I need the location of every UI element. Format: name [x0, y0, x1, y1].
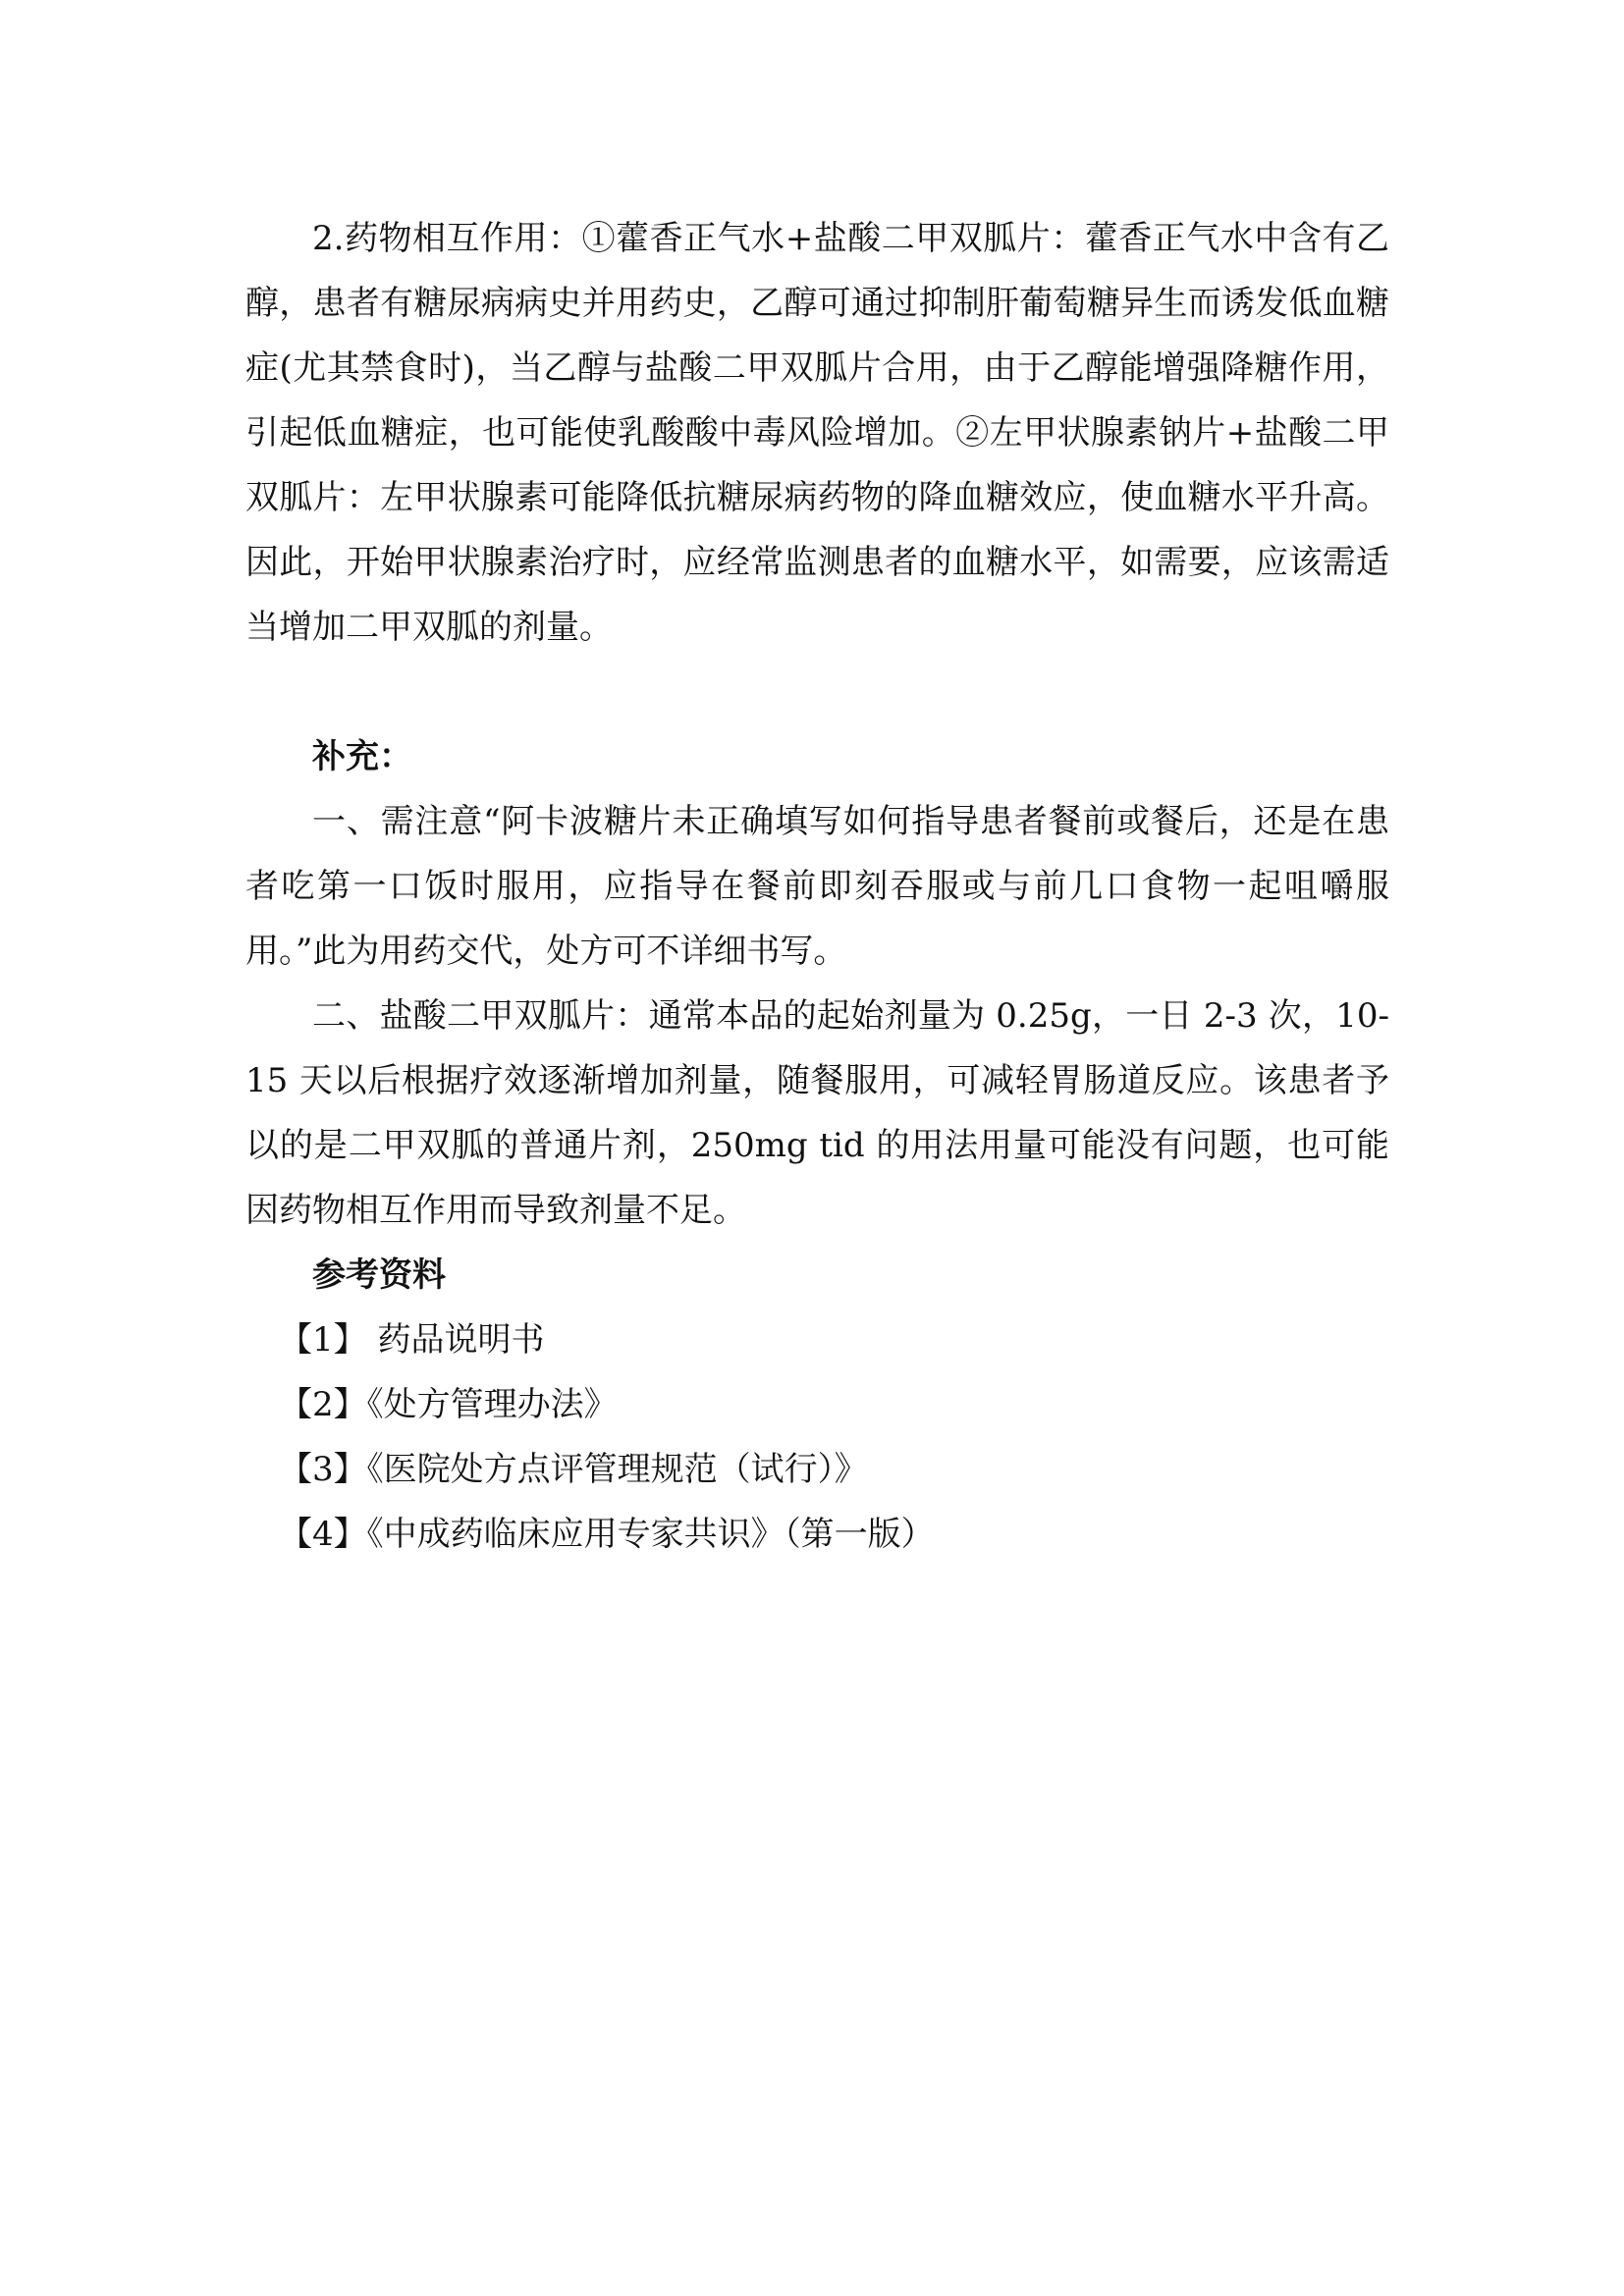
reference-item: 【3】《医院处方点评管理规范（试行）》 — [279, 1450, 868, 1489]
reference-item: 【4】《中成药临床应用专家共识》（第一版） — [279, 1515, 935, 1554]
section-spacer — [245, 660, 1389, 724]
document-page — [245, 206, 1389, 1567]
references-heading: 参考资料 — [312, 1255, 446, 1295]
supplement-item-2: 二、盐酸二甲双胍片：通常本品的起始剂量为 0.25g，一日 2-3 次，10-15 天以后根据疗效逐渐增加剂量，随餐服用，可减轻胃肠道反应。该患者予以的是二甲双胍的普通片剂，250mg tid 的用法用量可能没有问题，也可能因药物相互作用而导致剂量不足。 — [245, 996, 1389, 1230]
drug-interaction-paragraph: 2.药物相互作用：①藿香正气水+盐酸二甲双胍片：藿香正气水中含有乙醇，患者有糖尿病病史并用药史，乙醇可通过抑制肝葡萄糖异生而诱发低血糖症(尤其禁食时)，当乙醇与盐酸二甲双胍片合用，由于乙醇能增强降糖作用，引起低血糖症，也可能使乳酸酸中毒风险增加。②左甲状腺素钠片+盐酸二甲双胍片：左甲状腺素可能降低抗糖尿病药物的降血糖效应，使血糖水平升高。因此，开始甲状腺素治疗时，应经常监测患者的血糖水平，如需要，应该需适当增加二甲双胍的剂量。 — [245, 219, 1389, 647]
references-list — [245, 1308, 1389, 1567]
supplement-heading: 补充： — [312, 737, 412, 776]
reference-item: 【1】 药品说明书 — [279, 1320, 545, 1360]
supplement-item-1: 一、需注意“阿卡波糖片未正确填写如何指导患者餐前或餐后，还是在患者吃第一口饭时服用，应指导在餐前即刻吞服或与前几口食物一起咀嚼服用。”此为用药交代，处方可不详细书写。 — [245, 802, 1389, 971]
reference-item: 【2】《处方管理办法》 — [279, 1385, 618, 1424]
